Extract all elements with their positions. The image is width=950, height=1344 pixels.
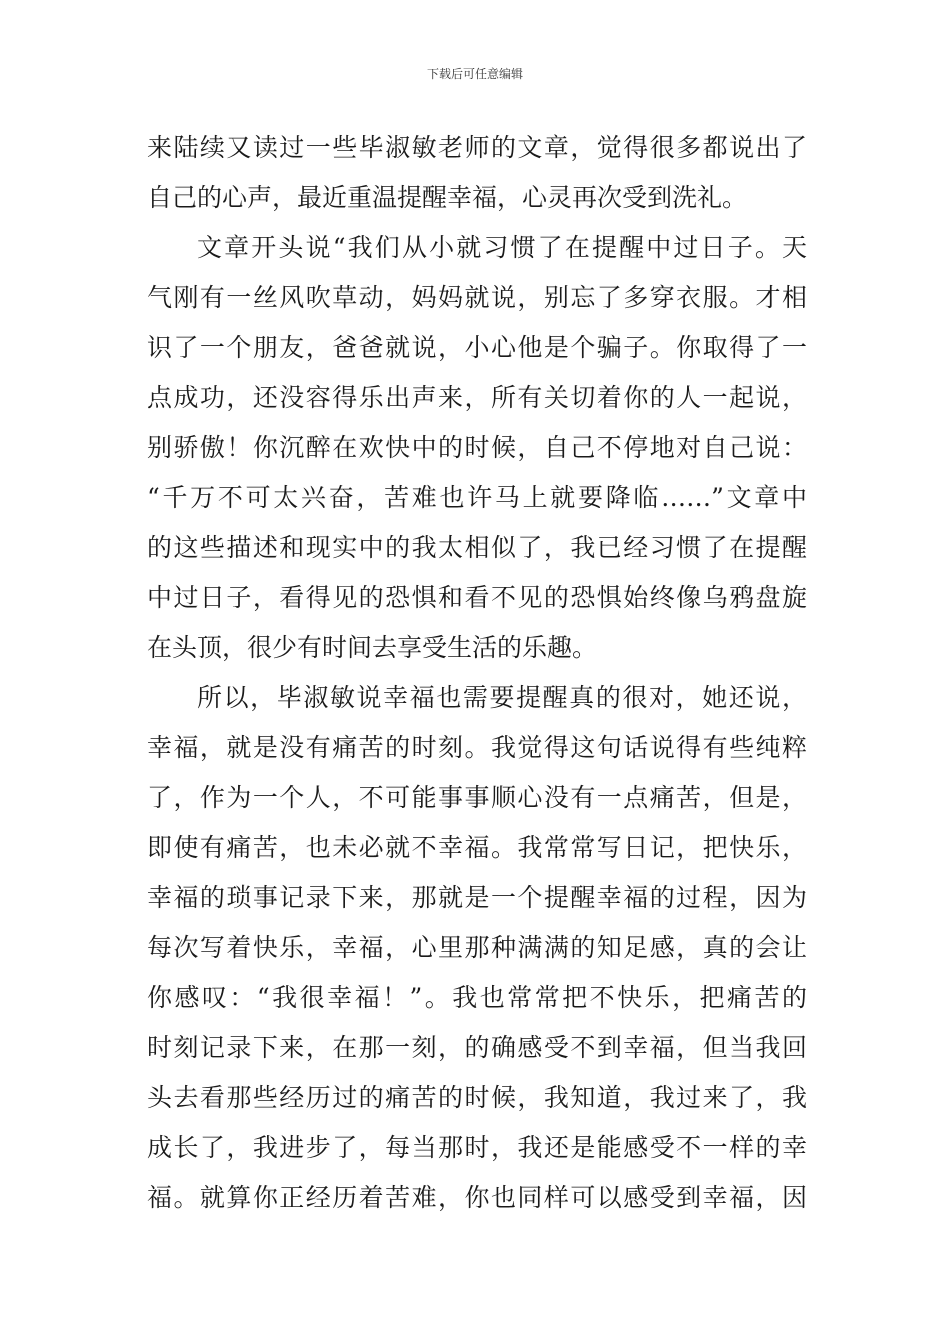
text-line: 幸福，就是没有痛苦的时刻。我觉得这句话说得有些纯粹 <box>147 733 807 762</box>
paragraph <box>147 223 807 673</box>
text-line: 成长了，我进步了，每当那时，我还是能感受不一样的幸 <box>147 1133 807 1162</box>
text-line: 别骄傲！你沉醉在欢快中的时候，自己不停地对自己说： <box>147 433 807 462</box>
text-line: 即使有痛苦，也未必就不幸福。我常常写日记，把快乐， <box>147 833 807 862</box>
text-line: 在头顶，很少有时间去享受生活的乐趣。 <box>147 633 598 662</box>
document-body <box>147 123 807 1223</box>
text-line: 文章开头说“我们从小就习惯了在提醒中过日子。天 <box>197 233 807 262</box>
paragraph <box>147 673 807 1223</box>
text-line: 来陆续又读过一些毕淑敏老师的文章，觉得很多都说出了 <box>147 133 807 162</box>
text-line: 头去看那些经历过的痛苦的时候，我知道，我过来了，我 <box>147 1083 807 1112</box>
text-line: 幸福的琐事记录下来，那就是一个提醒幸福的过程，因为 <box>147 883 807 912</box>
text-line: 点成功，还没容得乐出声来，所有关切着你的人一起说， <box>147 383 807 412</box>
text-line: 识了一个朋友，爸爸就说，小心他是个骗子。你取得了一 <box>147 333 807 362</box>
text-line: 福。就算你正经历着苦难，你也同样可以感受到幸福，因 <box>147 1183 807 1212</box>
text-line: 自己的心声，最近重温提醒幸福，心灵再次受到洗礼。 <box>147 183 748 212</box>
paragraph <box>147 123 807 223</box>
text-line: “千万不可太兴奋，苦难也许马上就要降临……”文章中 <box>147 483 807 512</box>
text-line: 了，作为一个人，不可能事事顺心没有一点痛苦，但是， <box>147 783 807 812</box>
text-line: 所以，毕淑敏说幸福也需要提醒真的很对，她还说， <box>197 683 807 712</box>
text-line: 中过日子，看得见的恐惧和看不见的恐惧始终像乌鸦盘旋 <box>147 583 807 612</box>
text-line: 时刻记录下来，在那一刻，的确感受不到幸福，但当我回 <box>147 1033 807 1062</box>
text-line: 气刚有一丝风吹草动，妈妈就说，别忘了多穿衣服。才相 <box>147 283 807 312</box>
page-header: 下载后可任意编辑 <box>426 67 523 81</box>
text-line: 每次写着快乐，幸福，心里那种满满的知足感，真的会让 <box>147 933 807 962</box>
text-line: 的这些描述和现实中的我太相似了，我已经习惯了在提醒 <box>147 533 807 562</box>
text-line: 你感叹：“我很幸福！”。我也常常把不快乐，把痛苦的 <box>147 983 807 1012</box>
